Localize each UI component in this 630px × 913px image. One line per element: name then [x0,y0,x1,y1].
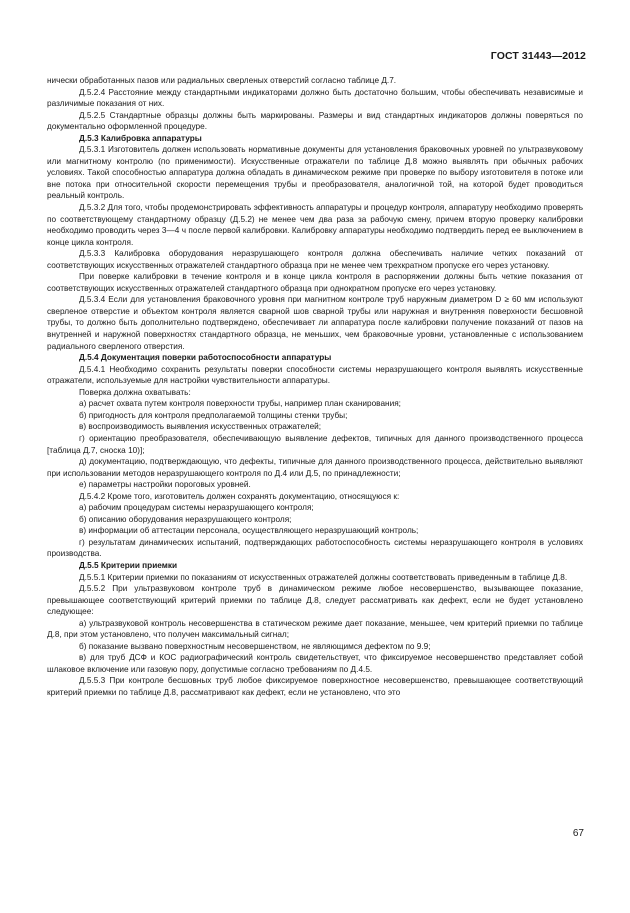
paragraph: Д.5.5.2 При ультразвуковом контроле труб в динамическом режиме любое несовершенство, вызывающее показание, превышающее соответствующий критерий приемки по таблице Д.8, следует рассматривать как дефект, если не будет установлено следующее: [47,584,583,617]
paragraph: Д.5.3.2 Для того, чтобы продемонстрировать эффективность аппаратуры и процедур контроля, аппаратуру необходимо проверять по соответствующему стандартному образцу (Д.5.2) не менее чем два раза за рабочую смену, причем вторую проверку калибровки необходимо проводить через 3—4 ч после первой калибровки. Калибровку аппаратуры необходимо подтвердить перед ее выключением в конце цикла контроля. [47,203,583,247]
document-code-header: ГОСТ 31443—2012 [490,50,586,62]
paragraph: Д.5.2.5 Стандартные образцы должны быть маркированы. Размеры и вид стандартных индикаторов должны поверяться по документально оформленной процедуре. [47,110,583,132]
paragraph: Д.5.3.4 Если для установления браковочного уровня при магнитном контроле труб наружным диаметром D ≥ 60 мм используют сверленое отверстие и объектом контроля является сварной шов сварной трубы или наружная и внутренняя поверхности бесшовной трубы, то должно быть дополнительно подтверждено, обеспечивает ли аппаратура после калибровки получение показаний от пазов на внутренней и наружной поверхностях стандартного образца, не меньших, чем браковочные уровни, установленные с использованием радиального сверленого отверстия. [47,295,583,351]
paragraph: г) результатам динамических испытаний, подтверждающих работоспособность системы неразрушающего контроля в условиях производства. [47,537,583,559]
paragraph: в) информации об аттестации персонала, осуществляющего неразрушающий контроль; [79,526,419,536]
paragraph: б) описанию оборудования неразрушающего контроля; [79,514,292,524]
paragraph: При поверке калибровки в течение контроля и в конце цикла контроля в распоряжении должны быть четкие показания от соответствующих искусственных отражателей стандартного образца при однократном пропуске его через установку. [47,272,583,293]
paragraph: Поверка должна охватывать: [79,387,191,397]
paragraph: г) ориентацию преобразователя, обеспечивающую выявление дефектов, типичных для данного производственного процесса [таблица Д.7, сноска 10)]; [47,433,583,455]
paragraph: а) расчет охвата путем контроля поверхности трубы, например план сканирования; [79,399,401,409]
section-heading: Д.5.3 Калибровка аппаратуры [79,133,202,143]
paragraph: а) рабочим процедурам системы неразрушающего контроля; [79,503,314,513]
paragraph: д) документацию, подтверждающую, что дефекты, типичные для данного производственного процесса, действительно выявляют при использовании методов неразрушающего контроля по Д.4 или Д.5, по принадлежности; [47,457,583,478]
paragraph: б) показание вызвано поверхностным несовершенством, не являющимся дефектом по 9.9; [79,641,431,651]
paragraph: е) параметры настройки пороговых уровней. [79,480,251,490]
page-number: 67 [572,828,584,839]
paragraph: в) воспроизводимость выявления искусственных отражателей; [79,422,322,432]
paragraph: нически обработанных пазов или радиальных сверленых отверстий согласно таблице Д.7. [47,76,397,85]
section-heading: Д.5.5 Критерии приемки [79,560,178,570]
paragraph: Д.5.4.2 Кроме того, изготовитель должен сохранять документацию, относящуюся к: [79,491,400,501]
paragraph: Д.5.2.4 Расстояние между стандартными индикаторами должно быть достаточно большим, чтобы обеспечивать независимые и различимые показания от них. [47,87,583,109]
paragraph: в) для труб ДСФ и КОС радиографический контроль свидетельствует, что фиксируемое несовершенство представляет собой шлаковое включение или газовую пору, допустимые согласно требованиям по Д.4.5. [47,653,583,674]
paragraph: Д.5.4.1 Необходимо сохранить результаты поверки способности системы неразрушающего контроля выявлять искусственные отражатели, используемые для настройки чувствительности аппаратуры. [47,364,583,386]
paragraph: Д.5.5.3 При контроле бесшовных труб любое фиксируемое поверхностное несовершенство, превышающее соответствующий критерий приемки по таблице Д.8, рассматривают как дефект, если не установлено, что это [47,676,583,697]
document-body [47,75,583,699]
paragraph: а) ультразвуковой контроль несовершенства в статическом режиме дает показание, меньшее, чем критерий приемки по таблице Д.8, при этом установлено, что получен максимальный сигнал; [47,618,583,640]
section-heading: Д.5.4 Документация поверки работоспособности аппаратуры [79,353,332,363]
paragraph: б) пригодность для контроля предполагаемой толщины стенки трубы; [79,410,348,420]
paragraph: Д.5.3.3 Калибровка оборудования неразрушающего контроля должна обеспечивать наличие четких показаний от соответствующих искусственных отражателей стандартного образца при не менее чем трехкратном пропуске его через установку. [47,249,583,270]
paragraph: Д.5.3.1 Изготовитель должен использовать нормативные документы для установления браковочных уровней по ультразвуковому или магнитному контролю (по применимости). Искусственные отражатели по таблице Д.8 можно выявлять при обычных рабочих условиях. Такой способностью аппаратура должна обладать в динамическом режиме при проверке по выбору изготовителя в потоке или вне потока при относительной скорости перемещения трубы и преобразователя, аналогичной той, на которой будет проводиться реальный контроль. [47,145,583,201]
paragraph: Д.5.5.1 Критерии приемки по показаниям от искусственных отражателей должны соответствовать приведенным в таблице Д.8. [79,572,568,582]
